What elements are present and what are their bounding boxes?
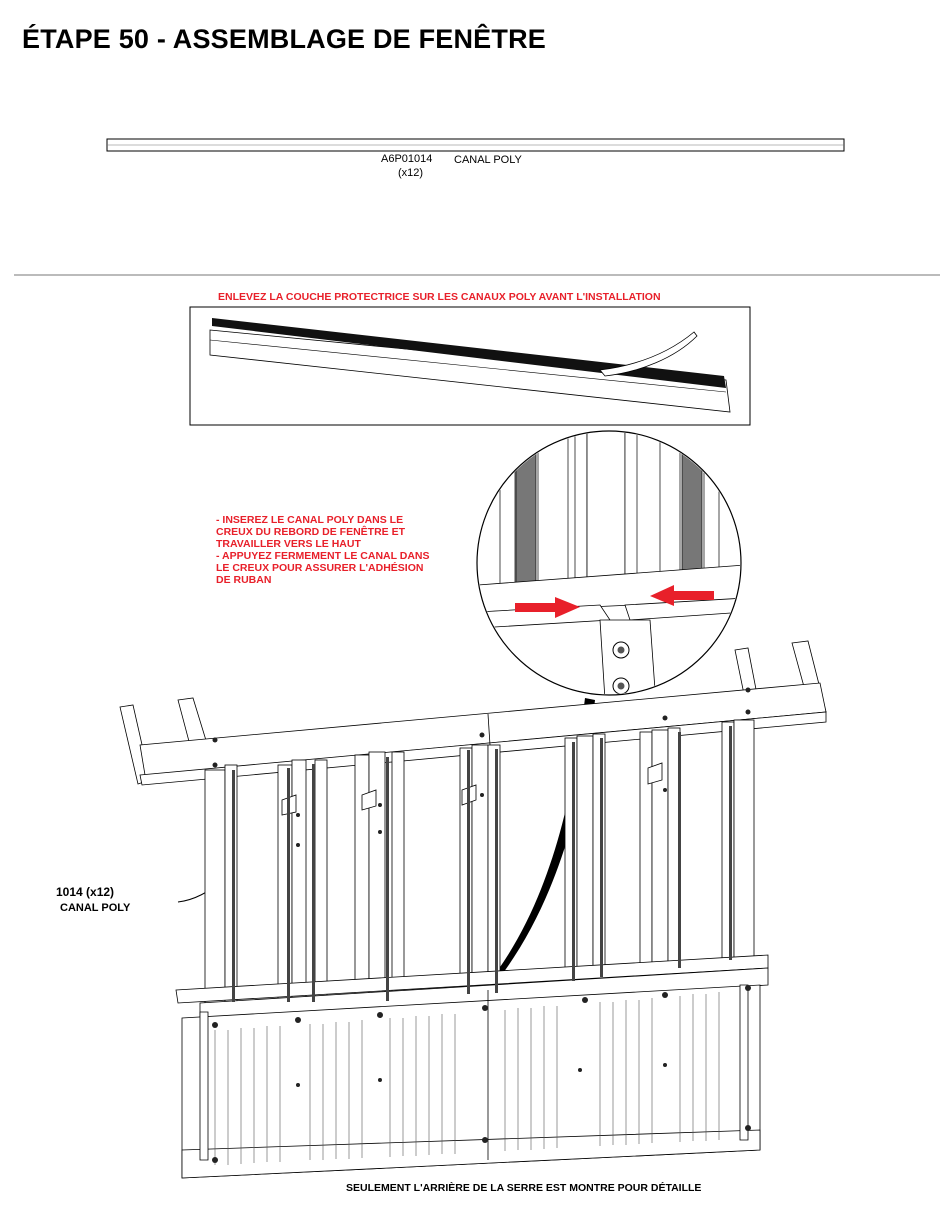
callout-part-id: 1014 (x12) <box>56 885 115 899</box>
instruction-line: - INSEREZ LE CANAL POLY DANS LE <box>216 514 404 526</box>
part-name: CANAL POLY <box>454 154 522 166</box>
part-bar <box>107 139 844 151</box>
instructions-block <box>216 514 476 586</box>
instruction-line: DE RUBAN <box>216 574 272 586</box>
footer-note: SEULEMENT L'ARRIÈRE DE LA SERRE EST MONTRE POUR DÉTAILLE <box>346 1182 702 1194</box>
warning-text: ENLEVEZ LA COUCHE PROTECTRICE SUR LES CANAUX POLY AVANT L'INSTALLATION <box>218 291 661 303</box>
part-quantity: (x12) <box>398 167 424 179</box>
instruction-line: CREUX DU REBORD DE FENÊTRE ET <box>216 526 406 538</box>
peel-detail-box <box>190 307 750 425</box>
part-number: A6P01014 <box>381 153 433 165</box>
instruction-line: - APPUYEZ FERMEMENT LE CANAL DANS <box>216 550 430 562</box>
step-title: ÉTAPE 50 - ASSEMBLAGE DE FENÊTRE <box>22 24 546 54</box>
wall-assembly <box>120 641 826 1178</box>
instruction-line: TRAVAILLER VERS LE HAUT <box>216 538 361 550</box>
callout-part-name: CANAL POLY <box>60 902 131 914</box>
instruction-line: LE CREUX POUR ASSURER L'ADHÉSION <box>216 562 424 574</box>
magnified-detail <box>477 430 748 700</box>
